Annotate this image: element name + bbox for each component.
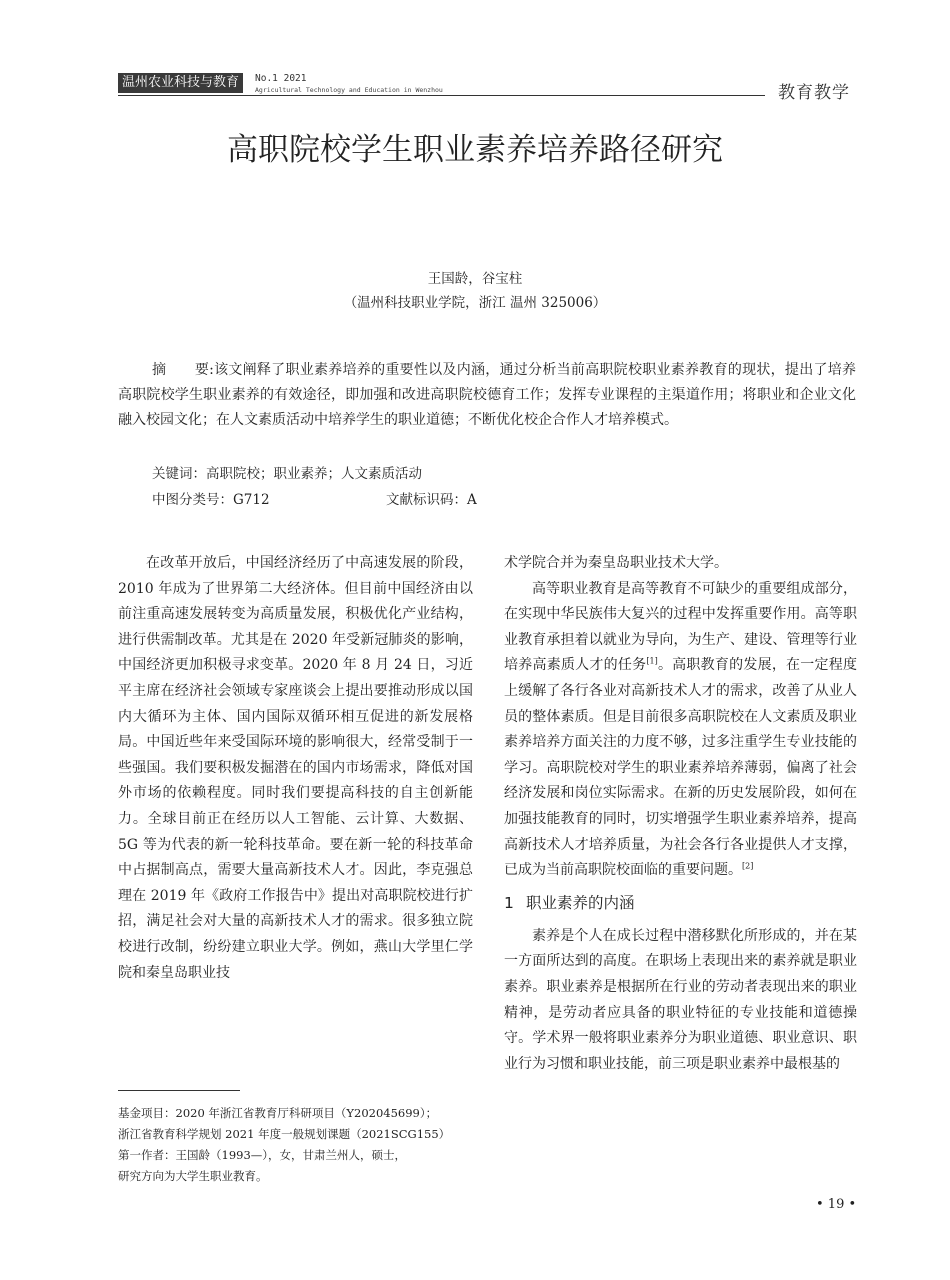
paragraph xyxy=(504,577,857,884)
section-label: 教育教学 xyxy=(778,83,850,103)
paragraph-text: 高等职业教育是高等教育不可缺少的重要组成部分，在实现中华民族伟大复兴的过程中发挥重要作用。高等职业教育承担着以就业为导向，为生产、建设、管理等行业培养高素质人才的任务 xyxy=(504,580,857,674)
issue-number: No.1 2021 xyxy=(255,73,307,84)
article-authors: 王国龄，谷宝柱 xyxy=(427,271,523,287)
paragraph: 素养是个人在成长过程中潜移默化所形成的，并在某一方面所达到的高度。在职场上表现出来的素养就是职业素养。职业素养是根据所在行业的劳动者表现出来的职业精神，是劳动者应具备的职业特征的专业技能和道德操守。学术界一般将职业素养分为职业道德、职业意识、职业行为习惯和职业技能，前三项是职业素养中最根基的 xyxy=(504,927,857,1072)
body-column-right xyxy=(504,551,857,1077)
footnote xyxy=(118,1103,473,1187)
clc-number: 中图分类号：G712 xyxy=(152,492,270,508)
footnote-rule xyxy=(118,1090,240,1091)
paragraph: 在改革开放后，中国经济经历了中高速发展的阶段，2010 年成为了世界第二大经济体。但目前中国经济由以前注重高速发展转变为高质量发展，积极优化产业结构，进行供需制改革。尤其是在 2020 年受新冠肺炎的影响，中国经济更加积极寻求变革。2020 年 8 月 24 日，习近平主席在经济社会领域专家座谈会上提出要推动形成以国内大循环为主体、国内国际双循环相互促进的新发展格局。中国近些年来受国际环境的影响很大，经常受制于一些强国。我们要积极发掘潜在的国内市场需求，降低对国外市场的依赖程度。同时我们要提高科技的自主创新能力。全球目前正在经历以人工智能、云计算、大数据、5G 等为代表的新一轮科技革命。要在新一轮的科技革命中占据制高点，需要大量高新技术人才。因此，李克强总理在 2019 年《政府工作报告中》提出对高职院校进行扩招，满足社会对大量的高新技术人才的需求。很多独立院校进行改制，纷纷建立职业大学。例如，燕山大学里仁学院和秦皇岛职业技 xyxy=(118,555,473,981)
author-affiliation: （温州科技职业学院，浙江 温州 325006） xyxy=(343,295,607,311)
abstract-text: 该文阐释了职业素养培养的重要性以及内涵，通过分析当前高职院校职业素养教育的现状，提出了培养高职院校学生职业素养的有效途径，即加强和改进高职院校德育工作；发挥专业课程的主渠道作用；将职业和企业文化融入校园文化；在人文素质活动中培养学生的职业道德；不断优化校企合作人才培养模式。 xyxy=(118,362,857,428)
header-rule xyxy=(118,95,765,96)
section-number: 1 xyxy=(504,893,514,912)
paragraph: 术学院合并为秦皇岛职业技术大学。 xyxy=(504,555,728,571)
page-number: • 19 • xyxy=(816,1197,857,1212)
abstract-label: 摘 要: xyxy=(152,362,214,378)
footnote-line: 基金项目：2020 年浙江省教育厅科研项目（Y202045699）； xyxy=(118,1106,438,1120)
footnote-line: 研究方向为大学生职业教育。 xyxy=(118,1169,268,1183)
body-column-left xyxy=(118,551,473,986)
keywords: 关键词：高职院校；职业素养；人文素质活动 xyxy=(152,466,422,482)
citation-ref: [2] xyxy=(742,861,754,871)
article-title: 高职院校学生职业素养培养路径研究 xyxy=(227,132,723,168)
section-title: 职业素养的内涵 xyxy=(526,893,635,912)
abstract xyxy=(118,358,856,433)
citation-ref: [1] xyxy=(646,656,658,666)
footnote-line: 浙江省教育科学规划 2021 年度一般规划课题（2021SCG155） xyxy=(118,1127,451,1141)
paragraph-text: 。高职教育的发展，在一定程度上缓解了各行各业对高新技术人才的需求，改善了从业人员的整体素质。但是目前很多高职院校在人文素质及职业素养培养方面关注的力度不够，过多注重学生专业技能的学习。高职院校对学生的职业素养培养薄弱，偏离了社会经济发展和岗位实际需求。在新的历史发展阶段，如何在加强技能教育的同时，切实增强学生职业素养培养，提高高新技术人才培养质量，为社会各行各业提供人才支撑，已成为当前高职院校面临的重要问题。 xyxy=(504,657,858,879)
document-code: 文献标识码：A xyxy=(386,492,477,508)
journal-name-badge: 温州农业科技与教育 xyxy=(118,73,243,93)
footnote-line: 第一作者：王国龄（1993—），女，甘肃兰州人，硕士， xyxy=(118,1148,407,1162)
journal-name-english: Agricultural Technology and Education in Wenzhou xyxy=(255,86,443,94)
section-heading xyxy=(504,890,857,916)
